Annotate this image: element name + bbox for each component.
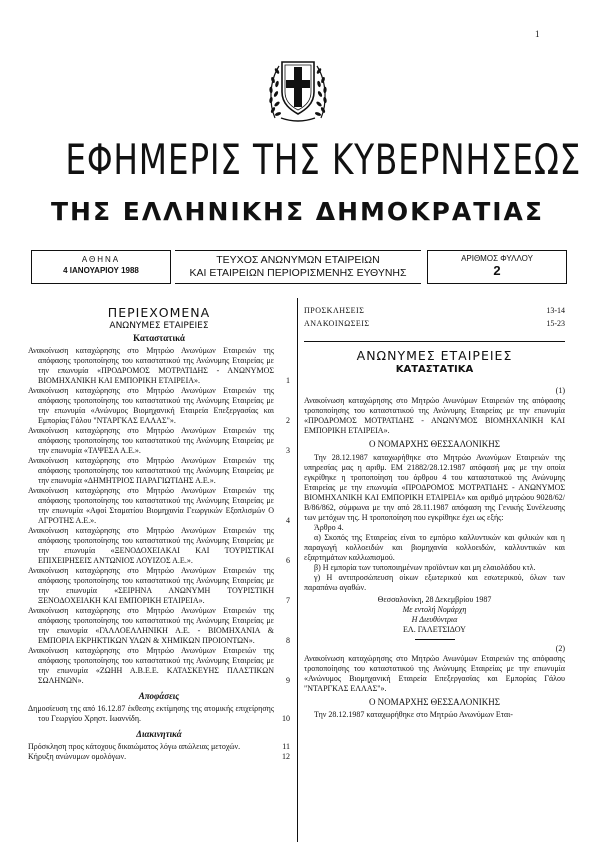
toc-entry[interactable]: Ανακοίνωση καταχώρησης στο Μητρώο Ανωνύμων Εταιρειών της απόφασης τροποποίησης του καταστατικού της Ανώνυμης Εταιρείας με την επωνυμία «ΠΡΟΔΡΟΜΟΣ ΜΟΤΡΑΤΙΔΗΣ - ΑΝΩΝΥΜΟΣ ΒΙΟΜΗΧΑΝΙΚΗ ΚΑΙ ΕΜΠΟΡΙΚΗ ΕΤΑΙΡΕΙΑ». 1 xyxy=(28,346,290,385)
toc-heading: ΠΕΡΙΕΧΟΜΕΝΑ xyxy=(107,305,211,320)
issue-date: 4 ΙΑΝΟΥΑΡΙΟΥ 1988 xyxy=(63,266,139,275)
item-number: (2) xyxy=(555,644,565,653)
gazette-subtitle: ΤΗΣ ΕΛΛΗΝΙΚΗΣ ΔΗΜΟΚΡΑΤΙΑΣ xyxy=(51,197,544,226)
sheet-box xyxy=(427,250,567,284)
toc-entry[interactable]: Ανακοίνωση καταχώρησης στο Μητρώο Ανωνύμων Εταιρειών της απόφασης τροποποίησης του καταστατικού της Ανώνυμης Εταιρείας με την επωνυμία «ΤΑΨΕΣΑ Α.Ε.». 3 xyxy=(28,426,290,455)
place-date: Θεσσαλονίκη, 28 Δεκεμβρίου 1987 xyxy=(377,595,492,604)
main-column xyxy=(304,306,565,720)
signature-line: Η Διευθύντρια xyxy=(411,615,458,624)
toc-entry[interactable]: Πρόσκληση προς κάτοχους δικαιώματος λόγω απώλειας μετοχών. 11 xyxy=(28,742,290,751)
toc-entry[interactable]: Δημοσίευση της από 16.12.87 έκθεσης εκτίμησης της ατομικής επιχείρησης του Γεωργίου Χρηστ. Ιωαννίδη. 10 xyxy=(28,704,290,723)
table-of-contents xyxy=(28,305,290,762)
gazette-title: ΕΦΗΜΕΡΙΣ ΤΗΣ ΚΥΒΕΡΝΗΣΕΩΣ xyxy=(65,135,582,184)
item-heading: Ανακοίνωση καταχώρησης στο Μητρώο Ανωνύμων Εταιρειών της απόφασης τροποποίησης του καταστατικού της Ανώνυμης Εταιρείας με την επωνυμία «Ανώνυμος Βιομηχανική Εταιρεία Επεξεργασίας και Εμπορίας Γάλου "ΝΤΑΡΓΚΑΣ ΕΛΛΑΣ"». xyxy=(304,654,565,693)
page-number: 1 xyxy=(535,29,540,39)
toc-entry[interactable]: Κήρυξη ανώνυμων ομολόγων. 12 xyxy=(28,752,290,761)
toc-section-decisions: Αποφάσεις xyxy=(138,691,180,701)
greek-coat-of-arms xyxy=(267,52,329,124)
issue-line-2: ΚΑΙ ΕΤΑΙΡΕΙΩΝ ΠΕΡΙΟΡΙΣΜΕΝΗΣ ΕΥΘΥΝΗΣ xyxy=(189,267,407,279)
authority: Ο ΝΟΜΑΡΧΗΣ ΘΕΣΣΑΛΟΝΙΚΗΣ xyxy=(368,697,501,707)
subsection-title: ΚΑΤΑΣΤΑΤΙΚΑ xyxy=(395,364,474,375)
issue-line-1: ΤΕΥΧΟΣ ΑΝΩΝΥΜΩΝ ΕΤΑΙΡΕΙΩΝ xyxy=(216,254,380,266)
signatory-name: ΕΛ. ΓΑΛΕΤΣΙΔΟΥ xyxy=(403,625,466,634)
clause: γ) Η αντιπροσώπευση οίκων εξωτερικού και εσωτερικού, όλων των παραπάνω αγαθών. xyxy=(304,573,565,592)
place: ΑΘΗΝΑ xyxy=(81,255,121,264)
issue-box xyxy=(175,250,421,284)
toc-entry[interactable]: Ανακοίνωση καταχώρησης στο Μητρώο Ανωνύμων Εταιρειών της απόφασης τροποποίησης του καταστατικού της Ανώνυμης Εταιρείας με την επωνυμία «ΖΩΗΗ Α.Β.Ε.Ε. ΚΑΤΑΣΚΕΥΗΣ ΠΛΑΣΤΙΚΩΝ ΣΩΛΗΝΩΝ». 9 xyxy=(28,646,290,685)
signature-line: Με εντολή Νομάρχη xyxy=(402,605,467,614)
clause: α) Σκοπός της Εταιρείας είναι το εμπόριο καλλυντικών και φιλικών και η παραγωγή κολλοειδών και βιομηχανία κολλοειδών, καλλυντικών και εξαρτημάτων καλλωπισμού. xyxy=(304,533,565,562)
toc-entry[interactable]: Ανακοίνωση καταχώρησης στο Μητρώο Ανωνύμων Εταιρειών της απόφασης τροποποίησης του καταστατικού της Ανώνυμης Εταιρείας με την επωνυμία «ΣΕΙΡΗΝΑ ΑΝΩΝΥΜΗ ΤΟΥΡΙΣΤΙΚΗ ΞΕΝΟΔΟΧΕΙΑΚΗ ΚΑΙ ΕΜΠΟΡΙΚΗ ΕΤΑΙΡΕΙΑ». 7 xyxy=(28,566,290,605)
toc-entry[interactable]: Ανακοίνωση καταχώρησης στο Μητρώο Ανωνύμων Εταιρειών της απόφασης τροποποίησης του καταστατικού της Ανώνυμης Εταιρείας με την επωνυμία «ΔΗΜΗΤΡΙΟΣ ΠΑΡΑΓΙΩΤΙΔΗΣ Α.Ε.». xyxy=(28,456,274,485)
toc-entry[interactable]: Ανακοίνωση καταχώρησης στο Μητρώο Ανωνύμων Εταιρειών της απόφασης τροποποίησης του καταστατικού της Ανώνυμης Εταιρείας με την επωνυμία «Ανώνυμος Βιομηχανική Εταιρεία Επεξεργασίας και Εμπορίας Γάλου "ΝΤΑΡΓΚΑΣ ΕΛΛΑΣ"». 2 xyxy=(28,386,290,425)
toc-section-statutes: Καταστατικά xyxy=(133,333,185,343)
toc-entry[interactable]: Ανακοίνωση καταχώρησης στο Μητρώο Ανωνύμων Εταιρειών της απόφασης τροποποίησης του καταστατικού της Ανώνυμης Εταιρείας με την επωνυμία «ΞΕΝΟΔΟΧΕΙΑΚΑΙ ΚΑΙ ΤΟΥΡΙΣΤΙΚΑΙ ΕΠΙΧΕΙΡΗΣΕΙΣ ΑΝΤΩΝΙΟΣ ΛΟΥΙΖΟΣ Α.Ε.». 6 xyxy=(28,526,290,565)
toc-entry[interactable]: Ανακοίνωση καταχώρησης στο Μητρώο Ανωνύμων Εταιρειών της απόφασης τροποποίησης του καταστατικού της Ανώνυμης Εταιρείας με την επωνυμία «ΓΑΛΛΟΕΛΛΗΝΙΚΗ Α.Ε. - ΒΙΟΜΗΧΑΝΙΑ & ΕΜΠΟΡΙΑ ΕΚΡΗΚΤΙΚΩΝ ΥΛΩΝ & ΧΗΜΙΚΩΝ ΠΡΟΙΟΝΤΩΝ». 8 xyxy=(28,606,290,645)
item-body: Την 28.12.1987 καταχωρήθηκε στο Μητρώο Ανωνύμων Εται- xyxy=(314,710,513,719)
sheet-label: ΑΡΙΘΜΟΣ ΦΥΛΛΟΥ xyxy=(461,254,533,263)
toc-extra-announcements[interactable]: ΑΝΑΚΟΙΝΩΣΕΙΣ 15-23 xyxy=(304,319,565,328)
toc-section-other: Διακινητικά xyxy=(136,729,182,739)
item-heading: Ανακοίνωση καταχώρησης στο Μητρώο Ανωνύμων Εταιρειών της απόφασης τροποποίησης του καταστατικού της Ανώνυμης Εταιρείας με την επωνυμία «ΠΡΟΔΡΟΜΟΣ ΜΟΤΡΑΤΙΔΗΣ - ΑΝΩΝΥΜΟΣ ΒΙΟΜΗΧΑΝΙΚΗ ΚΑΙ ΕΜΠΟΡΙΚΗ ΕΤΑΙΡΕΙΑ». xyxy=(304,396,565,435)
article-label: Άρθρο 4. xyxy=(314,523,344,532)
toc-entry[interactable]: Ανακοίνωση καταχώρησης στο Μητρώο Ανωνύμων Εταιρειών της απόφασης τροποποίησης του καταστατικού της Ανώνυμης Εταιρείας με την επωνυμία «Αφοί Σταματίου Βιομηχανία Γεωργικών Εξοπλισμών Ο ΑΓΡΟΤΗΣ Α.Ε.». 4 xyxy=(28,486,290,525)
section-title: ΑΝΩΝΥΜΕΣ ΕΤΑΙΡΕΙΕΣ xyxy=(356,348,513,363)
sheet-number: 2 xyxy=(493,263,501,278)
column-divider xyxy=(297,298,298,842)
toc-subheading: ΑΝΩΝΥΜΕΣ ΕΤΑΙΡΕΙΕΣ xyxy=(109,321,209,331)
toc-extra-invitations[interactable]: ΠΡΟΣΚΛΗΣΕΙΣ 13-14 xyxy=(304,306,565,315)
item-body: Την 28.12.1987 καταχωρήθηκε στο Μητρώο Ανωνύμων Εταιρειών της υπηρεσίας μας η αριθμ. ΕΜ 21882/28.12.1987 απόφασή μας με την οποία εγκρίθηκε η τροποποίηση του άρθρου 4 του καταστατικού της Ανώνυμης Εταιρείας με την επωνυμία «ΠΡΟΔΡΟΜΟΣ ΜΟΤΡΑΤΙΔΗΣ - ΑΝΩΝΥΜΟΣ ΒΙΟΜΗΧΑΝΙΚΗ ΚΑΙ ΕΜΠΟΡΙΚΗ ΕΤΑΙΡΕΙΑ» και αριθμό μητρώου 9028/62/Β/86/862, σύμφωνα με την από 28.11.1987 απόφαση της Γενικής Συνέλευσης των μετόχων της. Η τροποποίηση που εγκρίθηκε έχει ως εξής: xyxy=(304,453,565,522)
item-number: (1) xyxy=(555,386,565,395)
date-box xyxy=(31,250,171,284)
authority: Ο ΝΟΜΑΡΧΗΣ ΘΕΣΣΑΛΟΝΙΚΗΣ xyxy=(368,439,501,449)
clause: β) Η εμπορία των τυποποιημένων προϊόντων και μη ελαιολάδου κτλ. xyxy=(314,563,536,572)
